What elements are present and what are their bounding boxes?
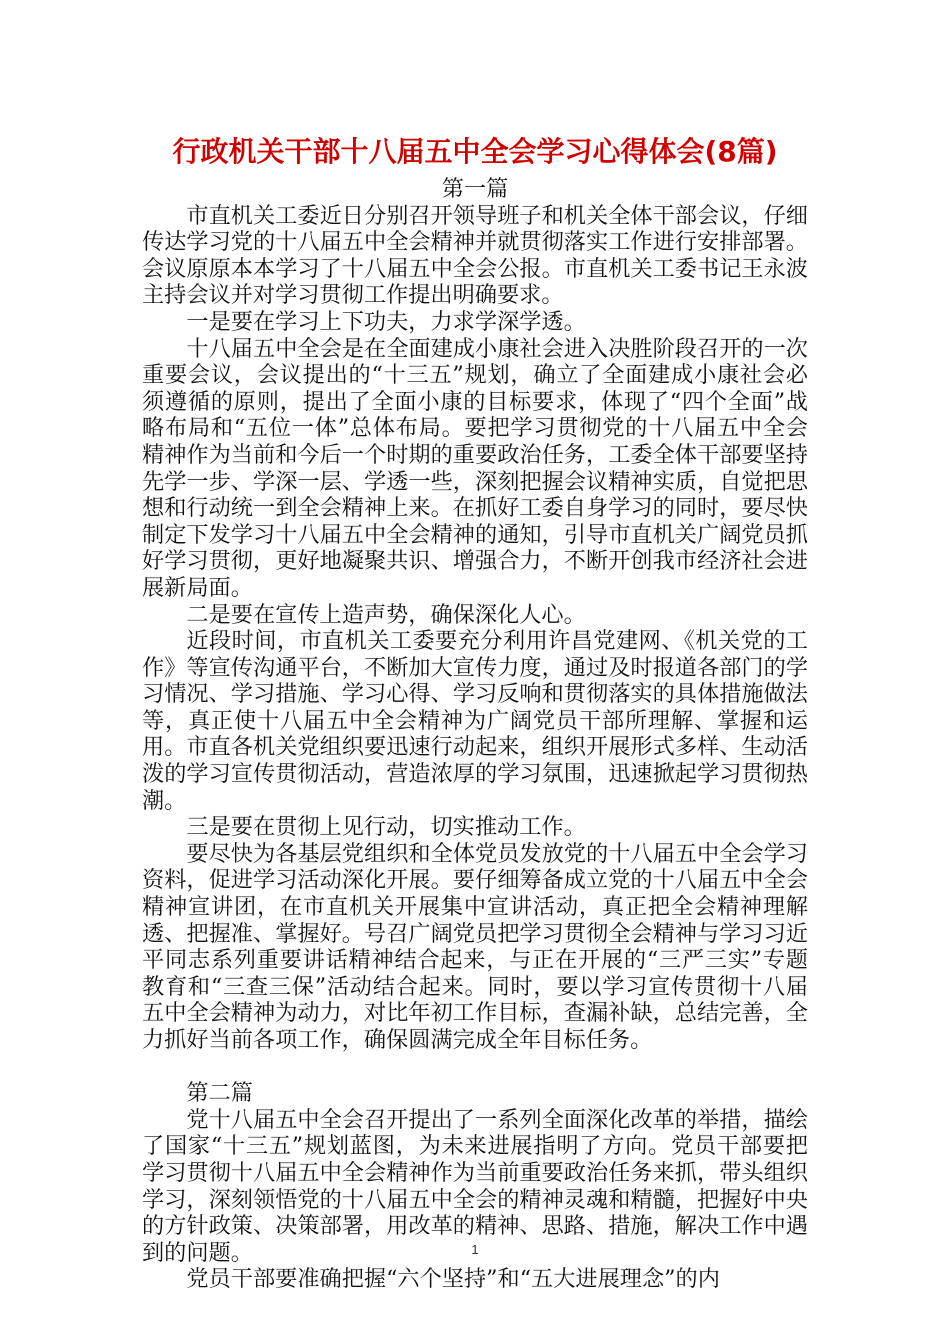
point-heading-2: 二是要在宣传上造声势，确保深化人心。 xyxy=(186,601,586,628)
document-body xyxy=(142,176,808,1293)
point-heading-3: 三是要在贯彻上见行动，切实推动工作。 xyxy=(186,814,586,841)
paragraph: 十八届五中全会是在全面建成小康社会进入决胜阶段召开的一次重要会议，会议提出的“十三五”规划，确立了全面建成小康社会必须遵循的原则，提出了全面小康的目标要求，体现了“四个全面”战略布局和“五位一体”总体布局。要把学习贯彻党的十八届五中全会精神作为当前和今后一个时期的重要政治任务，工委全体干部要坚持先学一步、学深一层、学透一些，深刻把握会议精神实质，自觉把思想和行动统一到全会精神上来。在抓好工委自身学习的同时，要尽快制定下发学习十八届五中全会精神的通知，引导市直机关广阔党员抓好学习贯彻，更好地凝聚共识、增强合力，不断开创我市经济社会进展新局面。 xyxy=(142,335,808,601)
section-2-heading: 第二篇 xyxy=(186,1080,253,1107)
page-number: 1 xyxy=(471,1242,479,1257)
paragraph: 近段时间，市直机关工委要充分利用许昌党建网、《机关党的工作》等宣传沟通平台，不断加大宣传力度，通过及时报道各部门的学习情况、学习措施、学习心得、学习反响和贯彻落实的具体措施做法等，真正使十八届五中全会精神为广阔党员干部所理解、掌握和运用。市直各机关党组织要迅速行动起来，组织开展形式多样、生动活泼的学习宣传贯彻活动，营造浓厚的学习氛围，迅速掀起学习贯彻热潮。 xyxy=(142,628,808,814)
paragraph: 要尽快为各基层党组织和全体党员发放党的十八届五中全会学习资料，促进学习活动深化开展。要仔细筹备成立党的十八届五中全会精神宣讲团，在市直机关开展集中宣讲活动，真正把全会精神理解透、把握准、掌握好。号召广阔党员把学习贯彻全会精神与学习习近平同志系列重要讲话精神结合起来，与正在开展的“三严三实”专题教育和“三查三保”活动结合起来。同时，要以学习宣传贯彻十八届五中全会精神为动力，对比年初工作目标，查漏补缺，总结完善，全力抓好当前各项工作，确保圆满完成全年目标任务。 xyxy=(142,840,808,1053)
paragraph: 党十八届五中全会召开提出了一系列全面深化改革的举措，描绘了国家“十三五”规划蓝图，为未来进展指明了方向。党员干部要把学习贯彻十八届五中全会精神作为当前重要政治任务来抓，带头组织学习，深刻领悟党的十八届五中全会的精神灵魂和精髓，把握好中央的方针政策、决策部署，用改革的精神、思路、措施，解决工作中遇到的问题。 xyxy=(142,1106,808,1266)
document-title: 行政机关干部十八届五中全会学习心得体会(8篇) xyxy=(172,135,778,168)
point-heading-1: 一是要在学习上下功夫，力求学深学透。 xyxy=(186,308,586,335)
section-gap xyxy=(142,1054,808,1081)
paragraph: 市直机关工委近日分别召开领导班子和机关全体干部会议，仔细传达学习党的十八届五中全会精神并就贯彻落实工作进行安排部署。会议原原本本学习了十八届五中全会公报。市直机关工委书记王永波主持会议并对学习贯彻工作提出明确要求。 xyxy=(142,202,808,309)
paragraph: 党员干部要准确把握“六个坚持”和“五大进展理念”的内 xyxy=(186,1266,720,1293)
section-1-heading: 第一篇 xyxy=(441,176,509,202)
